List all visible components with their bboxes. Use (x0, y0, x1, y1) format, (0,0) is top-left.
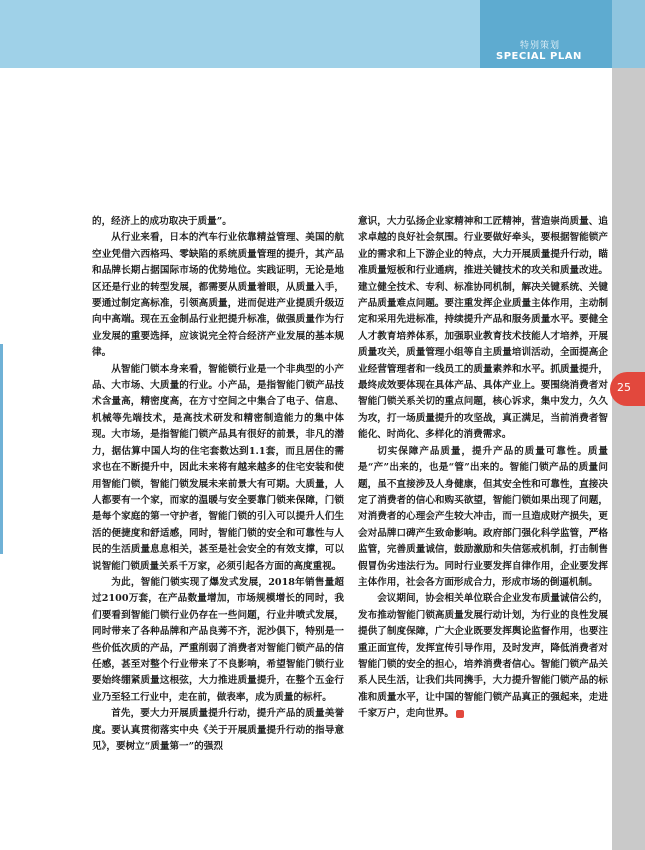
paragraph: 的，经济上的成功取决于质量”。 (92, 216, 232, 227)
paragraph: 从智能门锁本身来看，智能锁行业是一个非典型的小产品、大市场、大质量的行业。小产品，是指智能门锁产品技术含量高，精密度高，在方寸空间之中集合了电子、信息、机械等先端技术，是高技术研发和精密制造能力的集中体现。大市场，是指智能门锁产品具有很好的前景，非凡的潜力，据估算中国人均的住宅套数达到1.1套，而且居住的需求也在不断提升中，因此未来将有越来越多的住宅安装和使用智能门锁，智能门锁发展未来前景大有可期。大质量，人人都要有一个家，而家的温暖与安全要靠门锁来保障，门锁是每个家庭的第一守护者，智能门锁的引入可以提升人们生活的便捷度和舒适感，同时，智能门锁的安全和可靠性与人民的生活质量息息相关，甚至是社会安全的有效支撑，可以说智能门锁质量关系千万家，必须引起各方面的高度重视。 (92, 363, 344, 572)
section-title-en: SPECIAL PLAN (496, 51, 582, 62)
paragraph: 从行业来看，日本的汽车行业依靠精益管理、美国的航空业凭借六西格玛、零缺陷的系统质量管理的提升，其产品和品牌长期占据国际市场的优势地位。实践证明，无论是地区还是行业的转型发展，都需要从质量着眼，从质量入手，要通过制定高标准，引领高质量，进而促进产业提质升级迈向中高端。现在五金制品行业把提升标准，做强质量作为行业发展的重要选择，应该说完全符合经济产业发展的基本规律。 (92, 232, 344, 359)
paragraph: 首先，要大力开展质量提升行动，提升产品的质量美誉度。要认真贯彻落实中央《关于开展质量提升行动的指导意见》，要树立“质量第一”的强烈 (92, 708, 344, 752)
end-of-article-icon (456, 710, 464, 718)
section-title-cn: 特别策划 (520, 41, 561, 51)
paragraph-text: 会议期间，协会相关单位联合企业发布质量诚信公约，发布推动智能门锁高质量发展行动计划，为行业的良性发展提供了制度保障，广大企业既要发挥舆论监督作用，也要注重正面宣传，发挥宣传引导作用，及时发声，降低消费者对智能门锁的安全的担心，培养消费者信心。智能门锁产品关系人民生活，让我们共同携手，大力提升智能门锁产品的标准和质量水平，让中国的智能门锁产品真正的强起来，走进千家万户，走向世界。 (358, 593, 608, 720)
article-column-left (92, 214, 344, 755)
right-margin-strip (612, 68, 645, 850)
article-column-right (358, 214, 608, 723)
header-strip-accent (612, 0, 645, 68)
paragraph: 切实保障产品质量，提升产品的质量可靠性。质量是“产”出来的，也是“管”出来的。智能门锁产品的质量问题，虽不直接涉及人身健康，但其安全性和可靠性，直接决定了消费者的信心和购买欲望，智能门锁如果出现了问题，对消费者的心理会产生较大冲击，而一旦造成财产损失，更会对品牌口碑产生致命影响。政府部门强化科学监管，严格监管，完善质量诚信，鼓励激励和失信惩戒机制，打击制售假冒伪劣违法行为。同时行业要发挥自律作用，企业要发挥主体作用，社会各方面形成合力，形成市场的倒逼机制。 (358, 445, 608, 588)
left-edge-marker (0, 344, 3, 554)
paragraph (358, 591, 608, 722)
paragraph: 意识，大力弘扬企业家精神和工匠精神，营造崇尚质量、追求卓越的良好社会氛围。行业要做好牵头，要根据智能锁产业的需求和上下游企业的特点，大力开展质量提升行动，瞄准质量短板和行业通病，推进关键技术的攻关和质量改进。建立健全技术、专利、标准协同机制，解决关键系统、关键产品质量难点问题。要注重发挥企业质量主体作用，主动制定和采用先进标准，持续提升产品和服务质量水平。要健全人才教育培养体系，加强职业教育技术技能人才培养，开展质量攻关，质量管理小组等自主质量培训活动，全面提高企业经营管理者和一线员工的质量素养和水平。抓质量提升，最终成效要体现在具体产品、具体产业上。要围绕消费者对智能门锁关系关切的重点问题，核心诉求，集中发力，久久为攻，打一场质量提升的攻坚战，真正满足，当前消费者智能化、时尚化、多样化的消费需求。 (358, 216, 608, 441)
page-number: 25 (617, 381, 631, 394)
paragraph: 为此，智能门锁实现了爆发式发展，2018年销售量超过2100万套，在产品数量增加，市场规模增长的同时，我们要看到智能门锁行业仍存在一些问题，行业井喷式发展，同时带来了各种品牌和产品良莠不齐，泥沙俱下，特别是一些价低次质的产品，严重削弱了消费者对智能门锁产品的信任感，甚至对整个行业带来了不良影响，希望智能门锁行业要始终绷紧质量这根弦，大力推进质量提升，在整个五金行业乃至轻工行业中，走在前，做表率，成为质量的标杆。 (92, 576, 344, 703)
